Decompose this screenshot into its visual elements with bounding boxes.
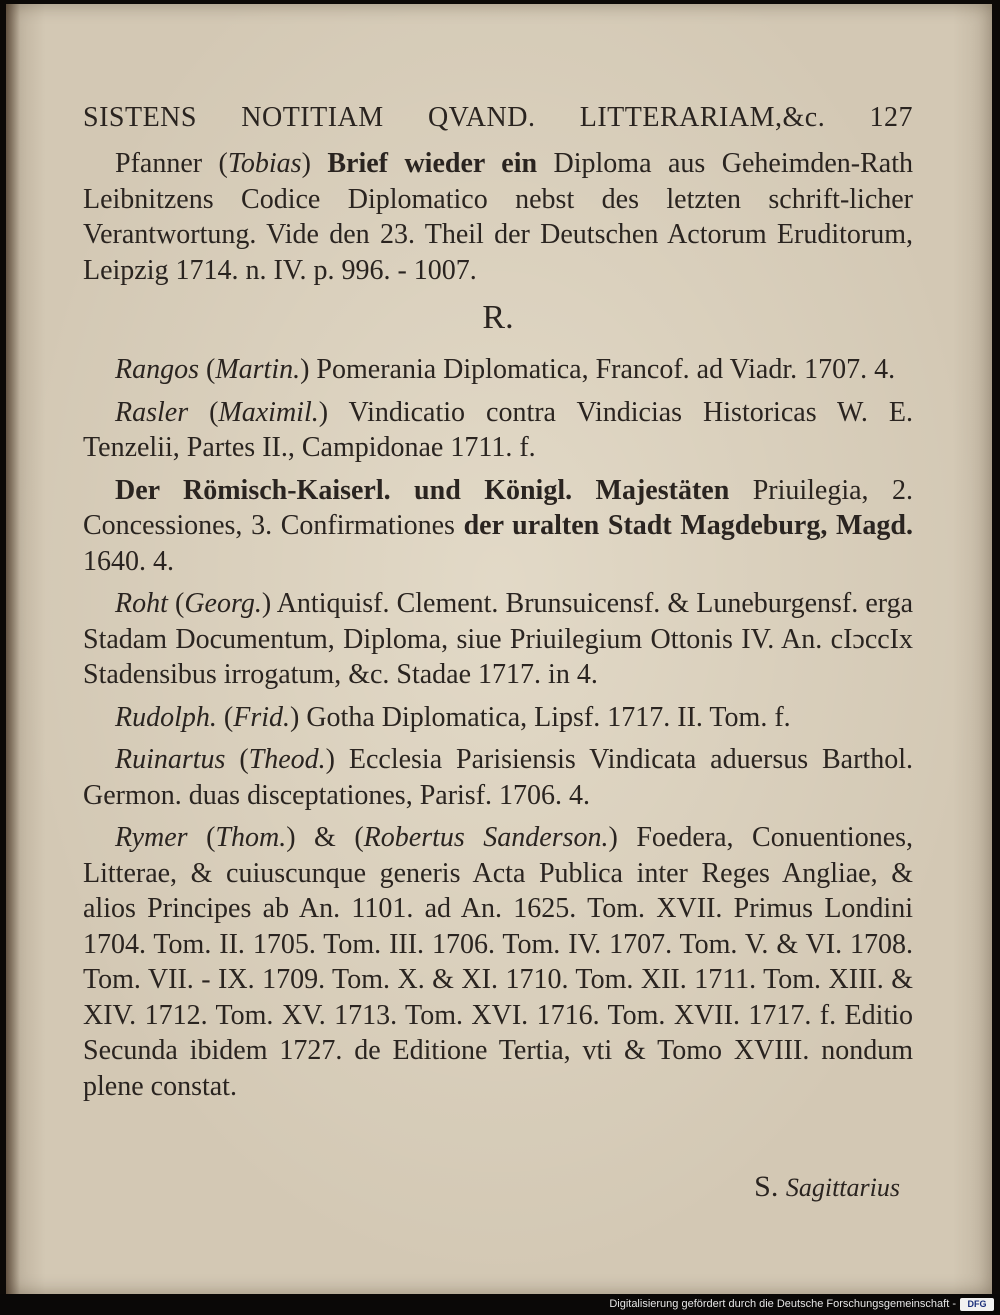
running-header: [83, 100, 913, 140]
entry-text-run: (: [187, 822, 216, 853]
entry-text-run: der uralten Stadt Magdeburg, Magd.: [463, 510, 913, 541]
entry-text-run: ) Pomerania Diplomatica, Francof. ad Viadr. 1707. 4.: [300, 354, 896, 385]
running-title: SISTENS NOTITIAM QVAND. LITTERARIAM,&c.: [83, 102, 826, 133]
page-number: 127: [869, 102, 913, 133]
entry-text-run: (: [225, 744, 249, 775]
entry-text-run: ) & (: [286, 822, 364, 853]
signature: [754, 1170, 900, 1204]
bibliography-entry: [83, 742, 913, 813]
page-gutter-shadow: [6, 4, 20, 1294]
entry-text-run: ) Vindicatio contra Vindicias Historicas W. E. Tenzelii, Partes II., Campidonae 1711. f.: [83, 396, 913, 463]
entry-text-run: Rasler: [115, 396, 189, 428]
entry-text-run: Frid.: [233, 701, 290, 733]
section-letter: R.: [482, 299, 514, 336]
entry-text-run: Rangos: [115, 354, 199, 385]
entries-p: [83, 146, 913, 288]
entry-text-run: Rymer: [115, 822, 188, 853]
dfg-logo: DFG: [960, 1298, 994, 1311]
entry-text-run: Rudolph.: [115, 701, 217, 733]
entry-text-run: ) Foedera, Conuentiones, Litterae, & cuiuscunque generis Acta Publica inter Reges Angliae, & alios Principes ab An. 1101. ad An. 1625. Tom. XVII. Primus Londini 1704. Tom. II. 1705. Tom. III. 1706. Tom. IV. 1707. Tom. V. & VI. 1708. Tom. VII. - IX. 1709. Tom. X. & XI. 1710. Tom. XII. 1711. Tom. XIII. & XIV. 1712. Tom. XV. 1713. Tom. XVI. 1716. Tom. XVII. 1717. f. Editio Secunda ibidem 1727. de Editione Tertia, vti & Tomo XVIII. nondum plene constat.: [83, 822, 914, 1102]
bibliography-entry: [83, 586, 913, 693]
entry-text-run: 1640. 4.: [83, 545, 174, 577]
signature-name: Sagittarius: [785, 1173, 900, 1202]
entry-text-run: (: [199, 354, 216, 385]
entry-text-run: Priuilegia, 2. Concessiones, 3. Confirmationes: [83, 474, 913, 541]
bibliography-entry: [83, 820, 913, 1104]
entry-text-run: Georg.: [184, 588, 262, 619]
bibliography-entry: [83, 352, 913, 388]
entry-text-run: Robertus Sanderson.: [363, 822, 609, 853]
entry-text-run: Ruinartus: [115, 744, 226, 775]
entry-text-run: Brief wieder ein: [327, 148, 538, 179]
entry-text-run: (: [216, 701, 234, 733]
entry-text-run: Thom.: [215, 822, 287, 853]
entry-text-run: ) Gotha Diplomatica, Lipsf. 1717. II. Tom. f.: [290, 701, 791, 733]
entry-text-run: (: [188, 396, 219, 428]
bibliography-entry: [83, 473, 913, 580]
entry-text-run: Theod.: [248, 744, 326, 775]
digitization-footer: [0, 1294, 1000, 1315]
entries-r: [83, 352, 913, 1104]
bibliography-entry: [83, 146, 913, 288]
entry-text-run: Der Römisch-Kaiserl. und Königl. Majestäten: [115, 474, 730, 506]
entry-text-run: Diploma aus Geheimden-Rath Leibnitzens Codice Diplomatico nebst des letzten schrift-licher Verantwortung. Vide den 23. Theil der Deutschen Actorum Eruditorum, Leipzig 1714. n. IV. p. 996. - 1007.: [83, 148, 914, 286]
entry-text-run: Tobias: [227, 148, 302, 179]
entry-text-run: ) Ecclesia Parisiensis Vindicata aduersus Barthol. Germon. duas disceptationes, Parisf. 1706. 4.: [83, 744, 913, 811]
bibliography-entry: [83, 395, 913, 466]
entry-text-run: (: [167, 588, 185, 619]
bibliography-entry: [83, 700, 913, 736]
page-text-block: [83, 100, 913, 1111]
entry-text-run: Martin.: [215, 354, 301, 385]
entry-text-run: ): [301, 148, 328, 179]
entry-text-run: Roht: [115, 588, 168, 619]
footer-credit: Digitalisierung gefördert durch die Deutsche Forschungsgemeinschaft -: [609, 1298, 956, 1310]
entry-text-run: Maximil.: [218, 396, 319, 428]
entry-text-run: ) Antiquisf. Clement. Brunsuicensf. & Luneburgensf. erga Stadam Documentum, Diploma, siue Priuilegium Ottonis IV. An. cIɔccIx Stadensibus irrogatum, &c. Stadae 1717. in 4.: [83, 588, 913, 690]
entry-text-run: Pfanner (: [115, 148, 228, 179]
signature-initial: S.: [754, 1170, 779, 1203]
